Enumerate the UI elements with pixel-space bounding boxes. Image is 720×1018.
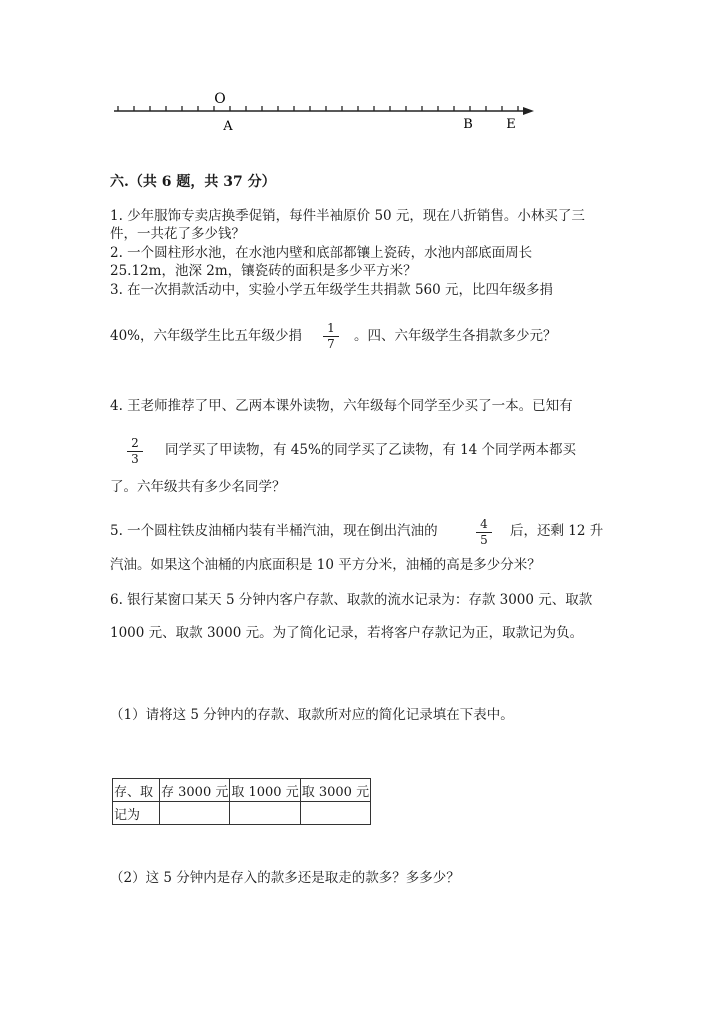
q3-line2-a: 40%，六年级学生比五年级少捐 [110,328,303,344]
q4-fraction [127,437,143,466]
number-line [100,82,550,134]
q5-frac-den: 5 [480,533,488,547]
q4-frac-den: 3 [131,452,139,466]
q3-fraction [323,322,339,351]
table-cell: 存、取 [113,779,160,802]
section-heading: 六.（共 6 题，共 37 分） [110,174,276,190]
sub-question-2: （2）这 5 分钟内是存入的款多还是取走的款多？多多少？ [110,870,460,886]
q5-fraction [476,518,492,547]
q4-frac-num: 2 [131,436,139,450]
q4-line2: 同学买了甲读物，有 45%的同学买了乙读物，有 14 个同学两本都买 [165,442,577,458]
table-cell: 存 3000 元 [160,779,230,802]
q2-line1: 2. 一个圆柱形水池，在水池内壁和底部都镶上瓷砖，水池内部底面周长 [110,245,533,261]
table-cell: 取 1000 元 [230,779,300,802]
q5-frac-num: 4 [480,517,488,531]
q3-frac-num: 1 [327,321,335,335]
point-label-b: B [463,117,473,132]
table-cell[interactable] [230,802,300,825]
q5-line1-a: 5. 一个圆柱铁皮油桶内装有半桶汽油，现在倒出汽油的 [110,523,438,539]
q5-line2: 汽油。如果这个油桶的内底面积是 10 平方分米，油桶的高是多少分米？ [110,557,541,573]
point-label-a: A [223,119,233,134]
origin-label: O [214,91,226,107]
q4-line1: 4. 王老师推荐了甲、乙两本课外读物，六年级每个同学至少买了一本。已知有 [110,398,573,414]
table-row [113,802,371,825]
sub-question-1: （1）请将这 5 分钟内的存款、取款所对应的简化记录填在下表中。 [110,707,514,723]
q3-line2-b: 。四、六年级学生各捐款多少元？ [354,328,557,344]
q4-line3: 了。六年级共有多少名同学？ [110,479,286,495]
point-label-e: E [506,117,516,132]
q1-line1: 1. 少年服饰专卖店换季促销，每件半袖原价 50 元，现在八折销售。小林买了三 [110,208,585,224]
q3-frac-den: 7 [327,337,335,351]
table-cell: 取 3000 元 [300,779,370,802]
q5-line1-b: 后，还剩 12 升 [510,523,604,539]
record-table [112,778,371,825]
q1-line2: 件，一共花了多少钱？ [110,226,245,242]
q6-line2: 1000 元、取款 3000 元。为了简化记录，若将客户存款记为正，取款记为负。 [110,625,584,641]
table-cell[interactable] [160,802,230,825]
table-cell[interactable] [300,802,370,825]
q2-line2: 25.12m，池深 2m，镶瓷砖的面积是多少平方米？ [110,263,417,279]
q3-line1: 3. 在一次捐款活动中，实验小学五年级学生共捐款 560 元，比四年级多捐 [110,282,554,298]
number-line-arrow [523,107,534,115]
q6-line1: 6. 银行某窗口某天 5 分钟内客户存款、取款的流水记录为：存款 3000 元、取款 [110,592,593,608]
table-cell: 记为 [113,802,160,825]
table-row [113,779,371,802]
